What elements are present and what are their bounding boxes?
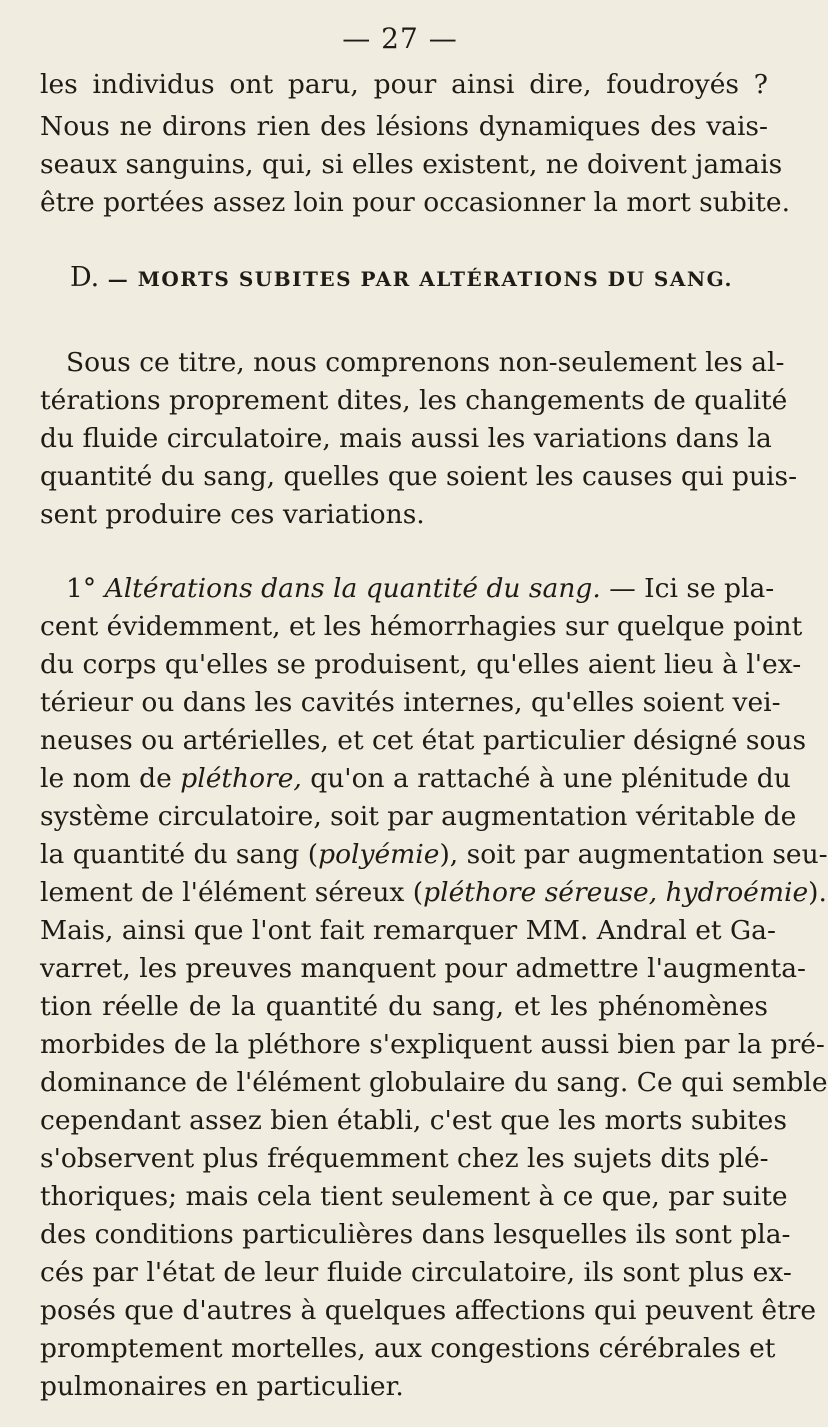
text-line: lement de l'élément séreux (pléthore séreuse, hydroémie). <box>40 877 827 908</box>
text-line: les individus ont paru, pour ainsi dire, foudroyés ? <box>40 69 768 100</box>
text-line: 1° Altérations dans la quantité du sang. — Ici se pla- <box>66 573 775 604</box>
text-line: térieur ou dans les cavités internes, qu'elles soient vei- <box>40 687 781 718</box>
text-line: quantité du sang, quelles que soient les causes qui puis- <box>40 461 798 492</box>
section-title: MORTS SUBITES PAR ALTÉRATIONS DU SANG. <box>137 267 733 291</box>
text-line: la quantité du sang (polyémie), soit par augmentation seu- <box>40 839 828 870</box>
text-line: posés que d'autres à quelques affections qui peuvent être <box>40 1295 817 1326</box>
text-line: Nous ne dirons rien des lésions dynamiques des vais- <box>40 111 768 142</box>
text-line: cependant assez bien établi, c'est que les morts subites <box>40 1105 787 1136</box>
text-line: du corps qu'elles se produisent, qu'elles aient lieu à l'ex- <box>40 649 802 680</box>
text-line: Sous ce titre, nous comprenons non-seulement les al- <box>66 347 785 378</box>
page-number: — 27 — <box>342 22 458 55</box>
text-line: sent produire ces variations. <box>40 499 425 530</box>
text-line: térations proprement dites, les changements de qualité <box>40 385 788 416</box>
text-line: s'observent plus fréquemment chez les sujets dits plé- <box>40 1143 769 1174</box>
item-number: 1° <box>66 573 97 604</box>
text-line: pulmonaires en particulier. <box>40 1371 404 1402</box>
text-line: cent évidemment, et les hémorrhagies sur quelque point <box>40 611 803 642</box>
section-letter: D. <box>70 262 100 293</box>
subsection-title: Altérations dans la quantité du sang. <box>104 573 601 604</box>
text-line: tion réelle de la quantité du sang, et les phénomènes <box>40 991 768 1022</box>
text-line: promptement mortelles, aux congestions cérébrales et <box>40 1333 776 1364</box>
text-line: le nom de pléthore, qu'on a rattaché à une plénitude du <box>40 763 791 794</box>
text-line: neuses ou artérielles, et cet état particulier désigné sous <box>40 725 807 756</box>
text-line: des conditions particulières dans lesquelles ils sont pla- <box>40 1219 791 1250</box>
section-heading <box>70 262 733 293</box>
text-line: seaux sanguins, qui, si elles existent, ne doivent jamais <box>40 149 783 180</box>
term-plethore: pléthore, <box>180 763 302 794</box>
text-line: Mais, ainsi que l'ont fait remarquer MM. Andral et Ga- <box>40 915 776 946</box>
text-line: du fluide circulatoire, mais aussi les variations dans la <box>40 423 772 454</box>
text-line: thoriques; mais cela tient seulement à ce que, par suite <box>40 1181 788 1212</box>
text-line: cés par l'état de leur fluide circulatoire, ils sont plus ex- <box>40 1257 792 1288</box>
text-line: varret, les preuves manquent pour admettre l'augmenta- <box>40 953 806 984</box>
term-plethore-sereuse: pléthore séreuse, hydroémie <box>423 877 809 908</box>
term-polyemie: polyémie <box>318 839 440 870</box>
text-line: système circulatoire, soit par augmentation véritable de <box>40 801 797 832</box>
text-line: morbides de la pléthore s'expliquent aussi bien par la pré- <box>40 1029 825 1060</box>
text-line: dominance de l'élément globulaire du sang. Ce qui semble <box>40 1067 828 1098</box>
section-dash: — <box>107 267 130 291</box>
text-line: être portées assez loin pour occasionner la mort subite. <box>40 187 791 218</box>
